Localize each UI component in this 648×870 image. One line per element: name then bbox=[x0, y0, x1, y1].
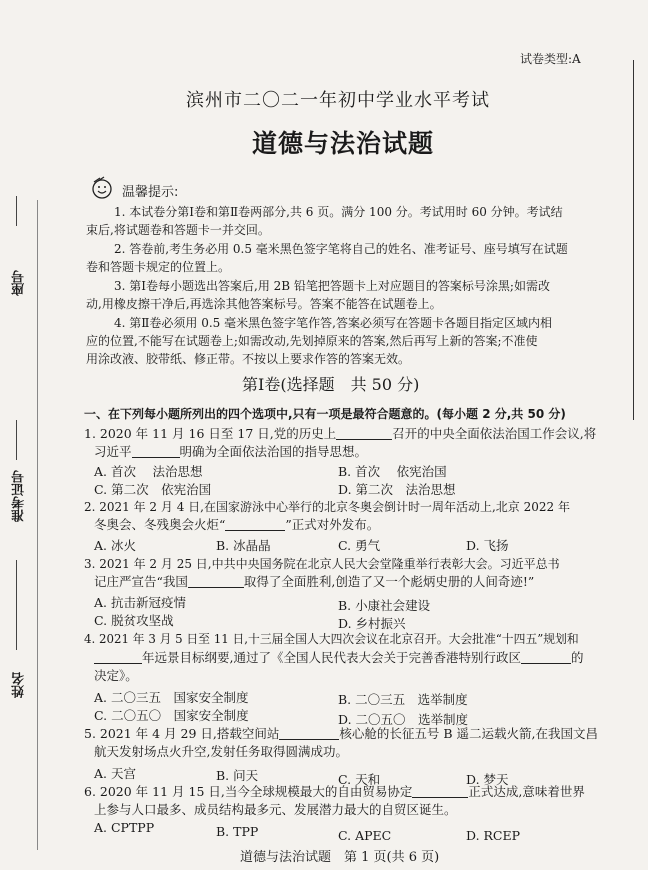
question-text: 召开的中央全面依法治国工作会议,将 bbox=[392, 426, 597, 441]
option-b: B. 首次 依宪治国 bbox=[338, 464, 447, 479]
answer-blank bbox=[279, 727, 339, 740]
option-c: C. 勇气 bbox=[338, 538, 381, 553]
seat-number-line bbox=[16, 196, 17, 226]
tips-line: 4. 第Ⅱ卷必须用 0.5 毫米黑色签字笔作答,答案必须写在答题卡各题目指定区域内相 bbox=[114, 316, 552, 330]
question-5-cont: 航天发射场点火升空,发射任务取得圆满成功。 bbox=[94, 744, 348, 759]
answer-blank bbox=[225, 518, 285, 531]
question-text: 记庄严宣告“我国 bbox=[94, 574, 188, 589]
subject-title: 道德与法治试题 bbox=[252, 129, 435, 158]
option-a: A. 天宫 bbox=[94, 766, 136, 781]
option-b: B. 冰晶晶 bbox=[216, 538, 271, 553]
question-text: 年远景目标纲要,通过了《全国人民代表大会关于完善香港特别行政区 bbox=[142, 650, 521, 665]
option-d: D. 二〇五〇 选举制度 bbox=[338, 712, 469, 727]
answer-blank bbox=[132, 445, 180, 458]
tips-line: 卷和答题卡规定的位置上。 bbox=[86, 260, 231, 274]
option-c: C. APEC bbox=[338, 828, 392, 843]
option-d: D. RCEP bbox=[466, 828, 521, 843]
ticket-number-line bbox=[16, 420, 17, 460]
option-b: B. 小康社会建设 bbox=[338, 598, 431, 613]
option-d: D. 飞扬 bbox=[466, 538, 509, 553]
question-2-cont bbox=[94, 517, 379, 533]
answer-blank bbox=[188, 575, 244, 588]
question-text: 习近平 bbox=[94, 444, 132, 459]
tips-line: 动,用橡皮擦干净后,再选涂其他答案标号。答案不能答在试题卷上。 bbox=[86, 297, 442, 311]
answer-blank bbox=[336, 427, 392, 440]
answer-blank bbox=[521, 651, 571, 664]
tips-label: 温馨提示: bbox=[122, 185, 179, 200]
question-5 bbox=[84, 726, 598, 742]
option-c: C. 第二次 依宪治国 bbox=[94, 482, 212, 497]
question-4: 4. 2021 年 3 月 5 日至 11 日,十三届全国人大四次会议在北京召开。大会批准“十四五”规划和 bbox=[84, 632, 579, 646]
paper-type-label: 试卷类型:A bbox=[520, 52, 581, 66]
question-1-cont bbox=[94, 444, 367, 460]
tips-line: 2. 答卷前,考生务必用 0.5 毫米黑色签字笔将自己的姓名、准考证号、座号填写在试题 bbox=[114, 242, 568, 256]
question-text: 的 bbox=[570, 650, 584, 665]
option-a: A. CPTPP bbox=[94, 820, 155, 835]
option-d: D. 第二次 法治思想 bbox=[338, 482, 456, 497]
question-text: 1. 2020 年 11 月 16 日至 17 日,党的历史上 bbox=[84, 426, 337, 441]
question-1 bbox=[84, 426, 596, 442]
option-b: B. TPP bbox=[216, 824, 259, 839]
question-4-cont bbox=[94, 650, 584, 666]
exam-title: 滨州市二〇二一年初中学业水平考试 bbox=[186, 90, 490, 111]
option-b: B. 问天 bbox=[216, 768, 259, 783]
question-text: 取得了全面胜利,创造了又一个彪炳史册的人间奇迹!” bbox=[243, 574, 535, 589]
answer-blank bbox=[94, 651, 142, 664]
tips-line: 1. 本试卷分第Ⅰ卷和第Ⅱ卷两部分,共 6 页。满分 100 分。考试用时 60 分钟。考试结 bbox=[114, 205, 563, 219]
option-d: D. 梦天 bbox=[466, 772, 509, 787]
option-a: A. 首次 法治思想 bbox=[94, 464, 203, 479]
option-a: A. 二〇三五 国家安全制度 bbox=[94, 690, 249, 705]
option-c: C. 脱贫攻坚战 bbox=[94, 613, 174, 628]
option-c: C. 天和 bbox=[338, 772, 381, 787]
question-text: 核心舱的长征五号 B 遥二运载火箭,在我国文昌 bbox=[339, 726, 599, 741]
question-text: 冬奥会、冬残奥会火炬“ bbox=[94, 517, 226, 532]
section-title: 第Ⅰ卷(选择题 共 50 分) bbox=[242, 375, 420, 394]
question-3: 3. 2021 年 2 月 25 日,中共中央国务院在北京人民大会堂隆重举行表彰大会。习近平总书 bbox=[84, 557, 560, 571]
page-footer: 道德与法治试题 第 1 页(共 6 页) bbox=[240, 850, 440, 865]
question-text: 正式达成,意味着世界 bbox=[468, 784, 585, 799]
question-2: 2. 2021 年 2 月 4 日,在国家游泳中心举行的北京冬奥会倒计时一周年活动上,北京 2022 年 bbox=[84, 500, 570, 514]
question-6 bbox=[84, 784, 585, 800]
answer-blank bbox=[412, 785, 468, 798]
name-label: 姓名 bbox=[12, 672, 27, 698]
option-c: C. 二〇五〇 国家安全制度 bbox=[94, 708, 249, 723]
question-text: 6. 2020 年 11 月 15 日,当今全球规模最大的自由贸易协定 bbox=[84, 784, 413, 799]
right-margin-rule bbox=[633, 60, 634, 420]
tips-line: 3. 第Ⅰ卷每小题选出答案后,用 2B 铅笔把答题卡上对应题目的答案标号涂黑;如需改 bbox=[114, 279, 550, 293]
question-text: 明确为全面依法治国的指导思想。 bbox=[179, 444, 368, 459]
ticket-number-label: 准考证号 bbox=[12, 470, 27, 522]
tips-line: 应的位置,不能写在试题卷上;如需改动,先划掉原来的答案,然后再写上新的答案;不准使 bbox=[86, 334, 538, 348]
tips-line: 用涂改液、胶带纸、修正带。不按以上要求作答的答案无效。 bbox=[86, 352, 411, 366]
binding-margin-rule bbox=[37, 200, 38, 850]
option-a: A. 冰火 bbox=[94, 538, 136, 553]
option-d: D. 乡村振兴 bbox=[338, 616, 406, 631]
question-text: 5. 2021 年 4 月 29 日,搭载空间站 bbox=[84, 726, 280, 741]
name-line bbox=[16, 560, 17, 650]
question-3-cont bbox=[94, 574, 534, 590]
question-text: ”正式对外发布。 bbox=[285, 517, 380, 532]
option-a: A. 抗击新冠疫情 bbox=[94, 595, 186, 610]
seat-number-label: 座号 bbox=[12, 270, 27, 296]
question-6-cont: 上参与人口最多、成员结构最多元、发展潜力最大的自贸区诞生。 bbox=[94, 802, 457, 817]
option-b: B. 二〇三五 选举制度 bbox=[338, 692, 468, 707]
tips-line: 束后,将试题卷和答题卡一并交回。 bbox=[86, 223, 270, 237]
smiley-icon bbox=[90, 176, 114, 200]
question-4-end: 决定》。 bbox=[94, 668, 138, 683]
section-instructions: 一、在下列每小题所列出的四个选项中,只有一项是最符合题意的。(每小题 2 分,共 50 分) bbox=[84, 407, 566, 421]
